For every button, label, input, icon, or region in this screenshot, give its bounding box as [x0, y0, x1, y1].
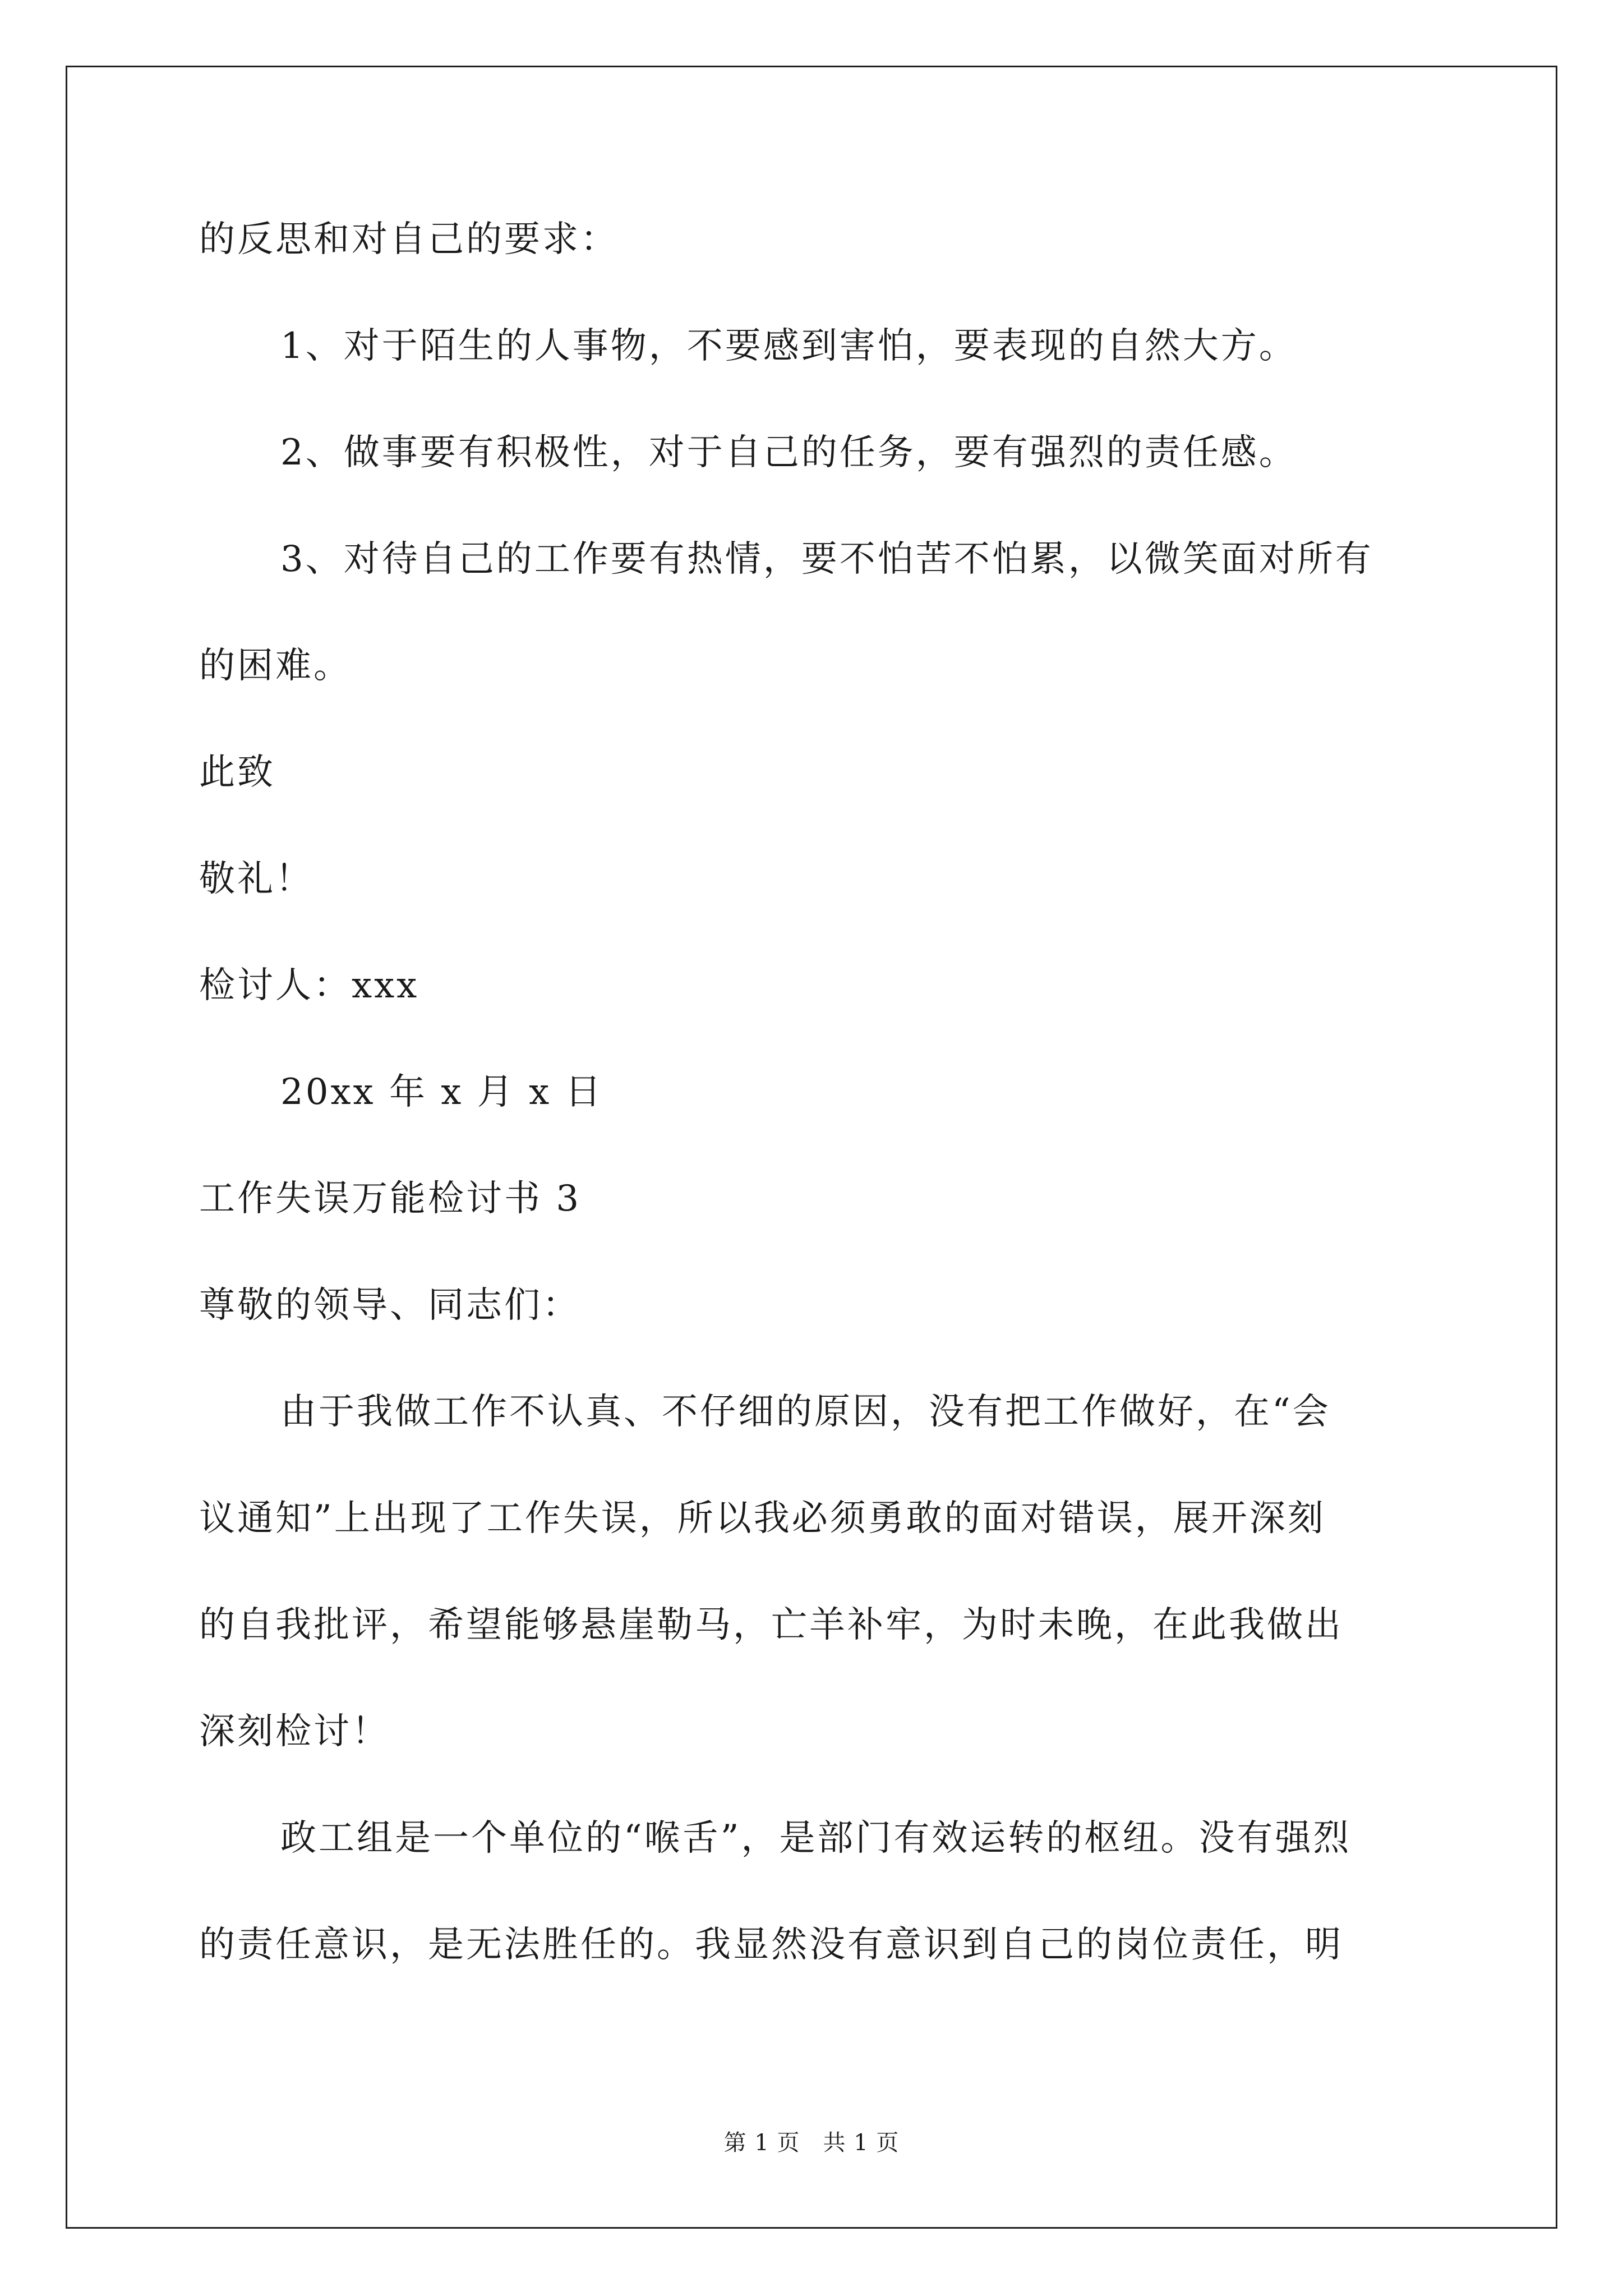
text-line: 的自我批评，希望能够悬崖勒马，亡羊补牢，为时未晚，在此我做出 — [199, 1604, 1343, 1646]
text-line: 检讨人：xxx — [199, 965, 419, 1006]
text-line: 政工组是一个单位的“喉舌”，是部门有效运转的枢纽。没有强烈 — [280, 1818, 1352, 1859]
text-line: 议通知”上出现了工作失误，所以我必须勇敢的面对错误，展开深刻 — [199, 1498, 1326, 1539]
salutation: 尊敬的领导、同志们： — [199, 1285, 580, 1326]
text-line: 敬礼！ — [199, 858, 313, 900]
text-line: 20xx 年 x 月 x 日 — [280, 1071, 603, 1113]
text-line: 2、做事要有积极性，对于自己的任务，要有强烈的责任感。 — [280, 432, 1297, 473]
text-line: 3、对待自己的工作要有热情，要不怕苦不怕累，以微笑面对所有 — [280, 539, 1373, 580]
text-line: 此致 — [199, 752, 275, 793]
text-line: 的困难。 — [199, 645, 352, 687]
page-footer: 第 1 页 共 1 页 — [723, 2130, 900, 2156]
text-line: 1、对于陌生的人事物，不要感到害怕，要表现的自然大方。 — [280, 325, 1297, 367]
page-border — [66, 66, 1557, 2229]
text-line: 的责任意识，是无法胜任的。我显然没有意识到自己的岗位责任，明 — [199, 1924, 1343, 1966]
text-line: 由于我做工作不认真、不仔细的原因，没有把工作做好，在“会 — [280, 1391, 1331, 1433]
text-line: 的反思和对自己的要求： — [199, 219, 619, 260]
section-title: 工作失误万能检讨书 3 — [199, 1178, 582, 1220]
text-line: 深刻检讨！ — [199, 1711, 390, 1752]
